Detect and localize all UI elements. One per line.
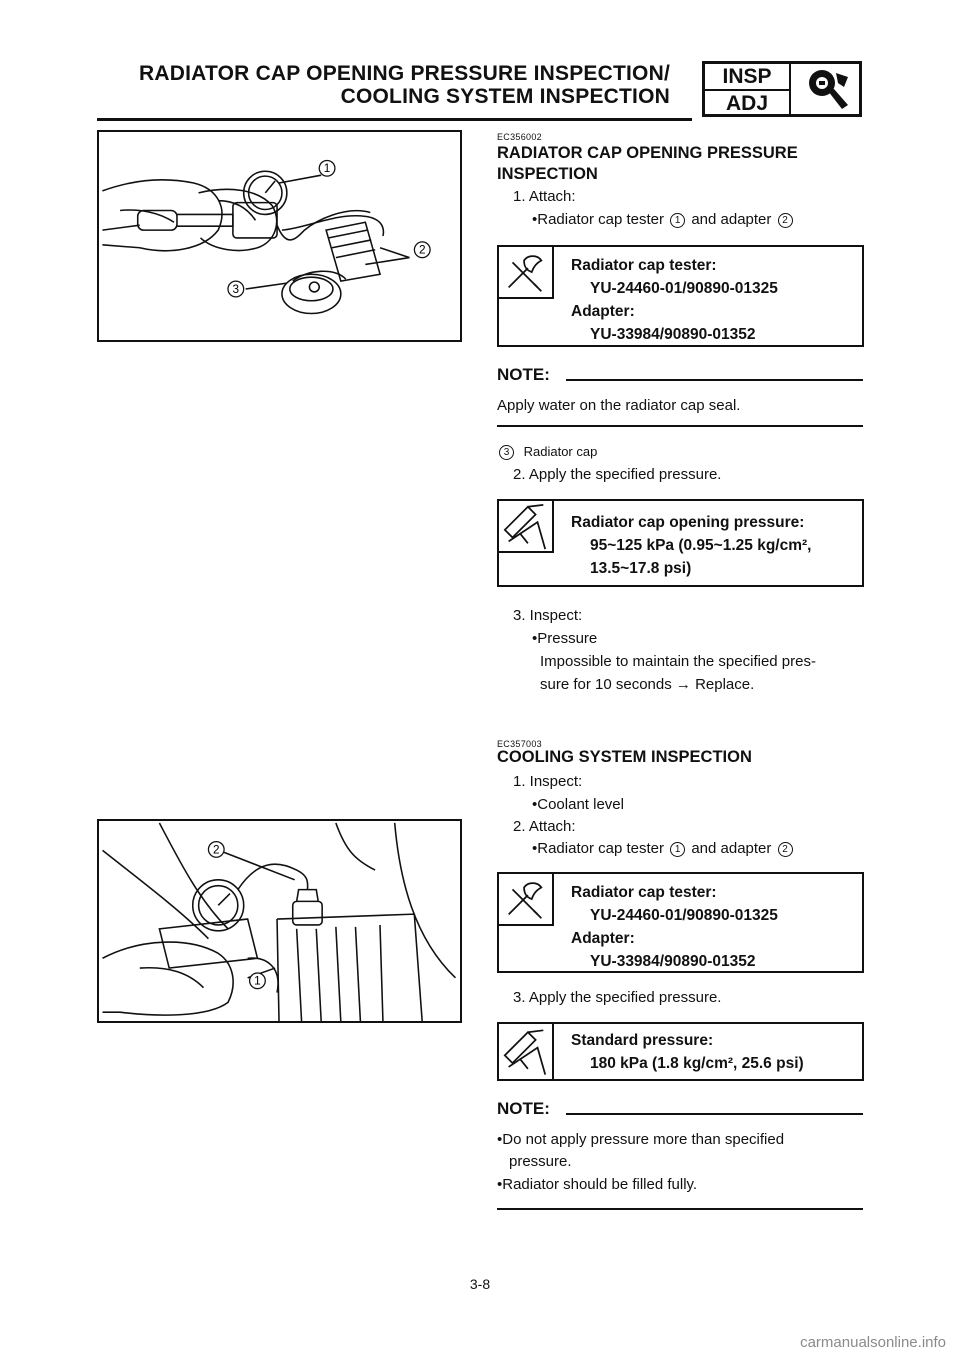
spec3-value1: YU-24460-01/90890-01325 (590, 907, 778, 924)
spec3-value2: YU-33984/90890-01352 (590, 953, 756, 970)
note2-item2: •Radiator should be filled fully. (497, 1176, 698, 1193)
section2-step1: 1. Inspect: (513, 773, 583, 790)
fig1-callout-1: 1 (323, 162, 331, 176)
section1-title-line1: RADIATOR CAP OPENING PRESSURE (497, 144, 798, 162)
spec1-value1: YU-24460-01/90890-01325 (590, 280, 778, 297)
step2-item-text: •Radiator cap tester (532, 840, 664, 857)
header-title-line2: COOLING SYSTEM INSPECTION (340, 85, 670, 108)
ref-num-2: 2 (778, 842, 793, 857)
page-header-title (139, 62, 670, 108)
inspection-wrench-icon (798, 67, 856, 113)
note-label-2: NOTE: (497, 1099, 550, 1118)
spec-box-pressure-2 (497, 1022, 864, 1081)
ref-num-2: 2 (778, 213, 793, 228)
spec3-label1: Radiator cap tester: (571, 884, 717, 901)
note-text-1: Apply water on the radiator cap seal. (497, 397, 741, 414)
tag-adj: ADJ (725, 92, 768, 115)
section1-title-line2: INSPECTION (497, 165, 598, 183)
spec4-label: Standard pressure: (571, 1032, 714, 1049)
section1-step3: 3. Inspect: (513, 607, 583, 624)
section1-title (497, 143, 863, 185)
section2-step3: 3. Apply the specified pressure. (513, 989, 722, 1006)
note-label-1: NOTE: (497, 365, 550, 384)
note2-item1-line2: pressure. (509, 1153, 572, 1170)
section1-step2: 2. Apply the specified pressure. (513, 466, 722, 483)
section1-step3-item: •Pressure (532, 630, 598, 647)
spec2-value-line1: 95~125 kPa (0.95~1.25 kg/cm², (590, 537, 812, 554)
ref-num-1: 1 (670, 842, 685, 857)
tag-insp: INSP (705, 64, 789, 91)
fig2-callout-1: 1 (254, 974, 261, 988)
step1-item-text: •Radiator cap tester (532, 211, 664, 228)
section1-step3-detail1: Impossible to maintain the specified pres- (540, 653, 816, 670)
step2-item-text-b: and adapter (691, 840, 772, 857)
spec3-label2: Adapter: (571, 930, 635, 947)
figure-cooling-system-tester (97, 819, 462, 1023)
fig1-callout-3: 3 (232, 282, 240, 296)
spec2-label: Radiator cap opening pressure: (571, 514, 805, 531)
spec1-label1: Radiator cap tester: (571, 257, 717, 274)
ref-num-1: 1 (670, 213, 685, 228)
measurement-icon (499, 501, 554, 553)
section2-code: EC357003 (497, 739, 542, 749)
note2-item1-line1: •Do not apply pressure more than specified (497, 1131, 785, 1148)
fig1-callout-2: 2 (418, 243, 426, 257)
figure-caption (497, 443, 863, 461)
section2-step1-item: •Coolant level (532, 796, 624, 813)
measurement-icon (499, 1024, 554, 1079)
section2-step2-item (532, 839, 898, 859)
spec-box-tools-1 (497, 245, 864, 347)
spec-box-tools-2 (497, 872, 864, 973)
header-rule (97, 118, 692, 121)
section1-step1: 1. Attach: (513, 188, 576, 205)
section1-step3-detail2: sure for 10 seconds → Replace. (540, 676, 755, 693)
note-rule-top-1 (566, 379, 863, 381)
watermark: carmanualsonline.info (800, 1334, 946, 1351)
note-rule-bottom-2 (497, 1208, 863, 1210)
section2-step2: 2. Attach: (513, 818, 576, 835)
figure-radiator-cap-tester (97, 130, 462, 342)
spec1-value2: YU-33984/90890-01352 (590, 326, 756, 343)
fig2-callout-2: 2 (212, 843, 220, 857)
caption-text: Radiator cap (523, 444, 598, 459)
section1-code: EC356002 (497, 132, 542, 142)
step1-item-text-b: and adapter (691, 211, 772, 228)
special-tool-icon (499, 247, 554, 299)
note-rule-top-2 (566, 1113, 863, 1115)
section1-step1-item (532, 210, 898, 230)
header-title-line1: RADIATOR CAP OPENING PRESSURE INSPECTION/ (139, 62, 670, 85)
tag-divider (789, 64, 791, 114)
spec2-value-line2: 13.5~17.8 psi) (590, 560, 692, 577)
page-number: 3-8 (469, 1276, 491, 1292)
caption-ref-num: 3 (499, 445, 514, 460)
special-tool-icon (499, 874, 554, 926)
section-tag-box (702, 61, 862, 117)
section2-title: COOLING SYSTEM INSPECTION (497, 748, 752, 766)
spec4-value: 180 kPa (1.8 kg/cm², 25.6 psi) (590, 1055, 804, 1072)
spec1-label2: Adapter: (571, 303, 635, 320)
note-rule-bottom-1 (497, 425, 863, 427)
spec-box-pressure-1 (497, 499, 864, 587)
